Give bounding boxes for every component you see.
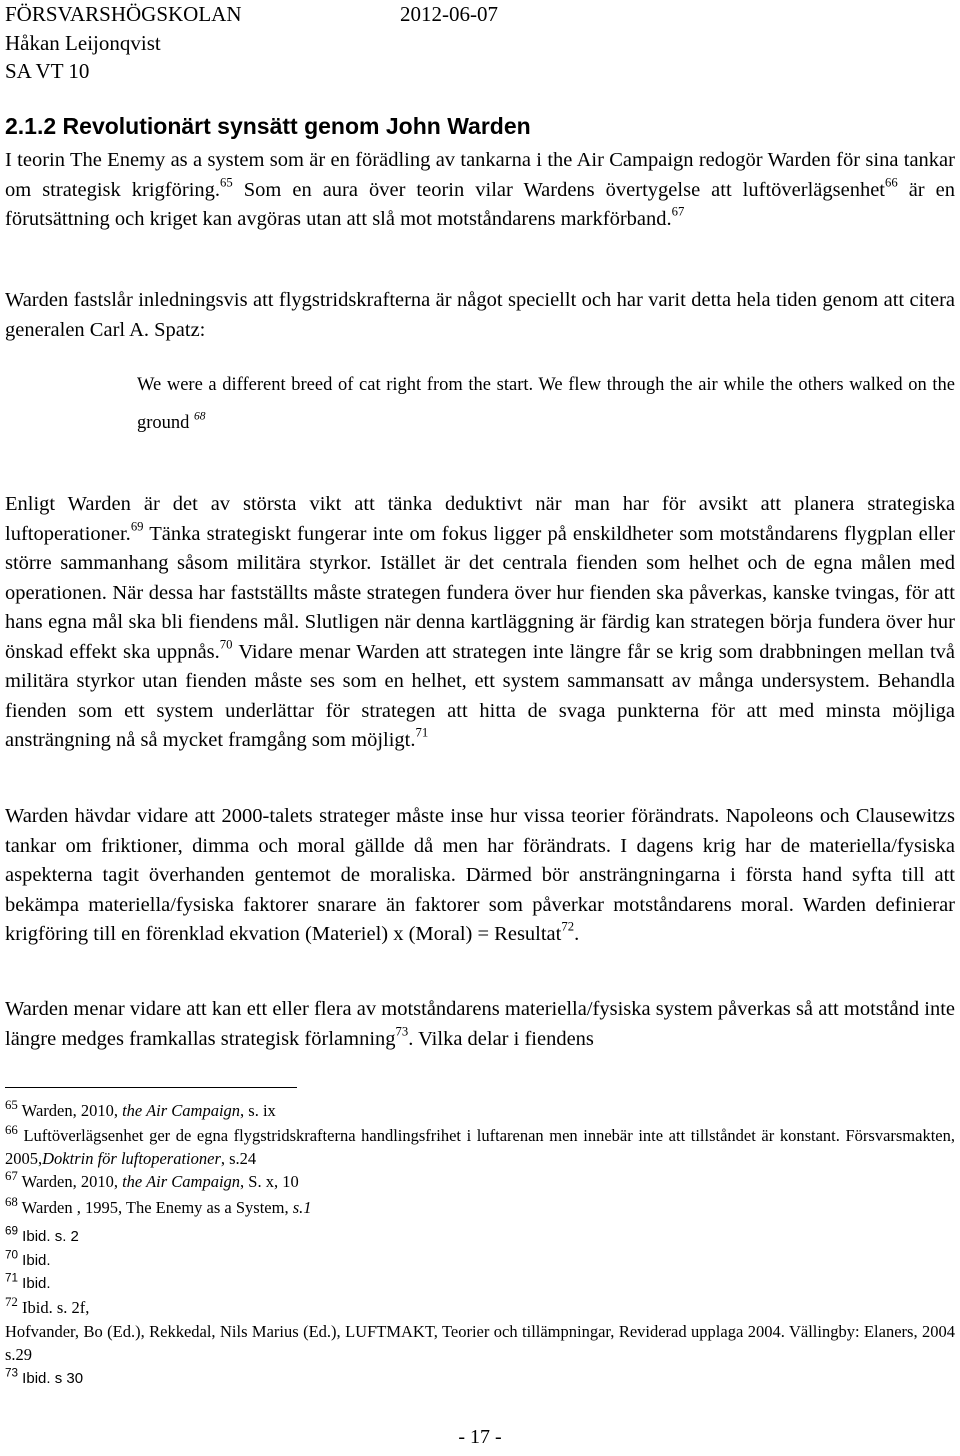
paragraph-spatz-intro: Warden fastslår inledningsvis att flygstridskrafterna är något speciellt och har varit detta hela tiden genom att citera generalen Carl A. Spatz: bbox=[5, 289, 955, 341]
footnote-title: the Air Campaign bbox=[122, 1172, 241, 1191]
paragraph-text: Warden hävdar vidare att 2000-talets strateger måste inse hur vissa teorier förändrats. Napoleons och Clausewitzs tankar om friktioner, dimma och moral gällde då men har förändrats. I dagens krig har de materiella/fysiska aspekterna tagit överhanden gentemot de moraliska. Därmed bör ansträngningarna i första hand syfta till att bekämpa materiella/fysiska faktorer snarare än faktorer som påverkar motståndarens moral. Warden definierar krigföring till en förenklad ekvation (Materiel) x (Moral) = Resultat bbox=[5, 805, 955, 945]
footnote-73 bbox=[5, 1367, 955, 1390]
footnote-70 bbox=[5, 1249, 955, 1272]
footnote-number: 67 bbox=[5, 1168, 18, 1183]
footnote-text: Ibid. bbox=[18, 1275, 51, 1292]
footnote-number: 73 bbox=[5, 1366, 19, 1380]
footnote-text: Warden, 2010, bbox=[17, 1172, 123, 1191]
paragraph-text: Warden menar vidare att kan ett eller flera av motståndarens materiella/fysiska system påverkas så att motstånd inte längre medges framkallas strategisk förlamning bbox=[5, 998, 955, 1050]
footnote-number: 68 bbox=[5, 1194, 18, 1209]
footnote-ref: 70 bbox=[219, 636, 233, 651]
footnote-text: Ibid. s 30 bbox=[18, 1370, 84, 1387]
footnote-number: 69 bbox=[5, 1224, 19, 1238]
paragraph-intro bbox=[5, 146, 955, 235]
paragraph-text: I teorin The Enemy as a system som är en förädling av tankarna i the Air Campaign redogör Warden för sina tankar om strategisk krigföring. bbox=[5, 149, 955, 201]
footnote-title: the Air Campaign bbox=[122, 1101, 241, 1120]
footnote-text: Luftöverlägsenhet ger de egna flygstridskrafterna handlingsfrihet i luftarenan men innebär inte att tillståndet är konstant. Försvarsmakten, 2005, bbox=[5, 1126, 955, 1168]
paragraph-text: är en förutsättning och kriget kan avgöras utan att slå mot motståndarens markförband. bbox=[5, 178, 955, 230]
footnote-separator bbox=[5, 1087, 297, 1088]
paragraph-text: Tänka strategiskt fungerar inte om fokus ligger på enskildheter som motståndarens flygplan eller större sammanhang såsom militära styrkor. Istället är det centrala fienden som helhet och de egna målen med operationen. När dessa har fastställts måste strategen fundera över hur fienden ska påverkas, kanske tvingas, för att hans egna mål ska bli fiendens mål. Slutligen när denna kartläggning är färdig kan strategen börja fundera över hur önskad effekt ska uppnås. bbox=[5, 522, 955, 663]
footnote-ref: 69 bbox=[130, 518, 144, 533]
footnote-title: s.1 bbox=[292, 1198, 312, 1217]
footnote-ref: 67 bbox=[671, 204, 685, 219]
footnote-number: 72 bbox=[5, 1294, 18, 1309]
header-author: Håkan Leijonqvist bbox=[5, 31, 161, 55]
footnote-ref: 71 bbox=[415, 725, 429, 740]
header-institution: FÖRSVARSHÖGSKOLAN bbox=[5, 2, 242, 26]
paragraph-text: Vidare menar Warden att strategen inte längre får se krig som drabbningen mellan två militära styrkor utan fienden måste ses som en helhet, ett system sammansatt av många undersystem. Behandla fienden som ett system underlättar för strategen att hitta de svaga punkterna för att med minsta möjliga ansträngning nå så mycket framgång som möjligt. bbox=[5, 640, 955, 751]
footnote-text: , s. ix bbox=[240, 1101, 276, 1120]
footnote-title: Doktrin för luftoperationer bbox=[42, 1149, 221, 1168]
paragraph-text: Enligt Warden är det av största vikt att tänka deduktivt när man har för avsikt att planera strategiska luftoperationer. bbox=[5, 493, 955, 545]
page-number: - 17 - bbox=[458, 1426, 502, 1448]
footnote-text: Warden , 1995, The Enemy as a System, bbox=[17, 1198, 293, 1217]
paragraph-strategists bbox=[5, 802, 955, 950]
footnote-72-reference: Hofvander, Bo (Ed.), Rekkedal, Nils Marius (Ed.), LUFTMAKT, Teorier och tillämpningar, Reviderad upplaga 2004. Vällingby: Elaners, 2004 s.29 bbox=[5, 1322, 955, 1364]
footnote-text: Ibid. bbox=[18, 1252, 51, 1269]
footnote-ref: 66 bbox=[884, 174, 898, 189]
footnote-text: Warden, 2010, bbox=[17, 1101, 123, 1120]
footnote-number: 70 bbox=[5, 1248, 19, 1262]
header-date: 2012-06-07 bbox=[400, 2, 498, 26]
paragraph-text: . bbox=[574, 923, 580, 945]
footnote-67 bbox=[5, 1170, 955, 1193]
paragraph-paralysis bbox=[5, 995, 955, 1054]
footnote-71 bbox=[5, 1272, 955, 1295]
footnote-text: Ibid. s. 2f, bbox=[17, 1298, 90, 1317]
footnote-number: 66 bbox=[5, 1122, 18, 1137]
footnote-66 bbox=[5, 1124, 955, 1170]
footnote-68 bbox=[5, 1196, 955, 1219]
footnote-text: , S. x, 10 bbox=[240, 1172, 299, 1191]
footnote-65 bbox=[5, 1099, 955, 1122]
footnote-number: 71 bbox=[5, 1271, 19, 1285]
footnote-text: , s.24 bbox=[220, 1149, 257, 1168]
section-heading: 2.1.2 Revolutionärt synsätt genom John Warden bbox=[5, 113, 531, 139]
paragraph-text: Som en aura över teorin vilar Wardens övertygelse att luftöverlägsenhet bbox=[232, 178, 885, 201]
quote-text: We were a different breed of cat right from the start. We flew through the air while the others walked on the ground bbox=[137, 375, 955, 433]
paragraph-deductive bbox=[5, 490, 955, 756]
footnote-number: 65 bbox=[5, 1097, 18, 1112]
footnote-ref: 72 bbox=[561, 919, 575, 934]
footnote-text: Ibid. s. 2 bbox=[18, 1228, 79, 1245]
footnote-69 bbox=[5, 1225, 955, 1248]
footnote-ref: 73 bbox=[395, 1023, 409, 1038]
footnote-72 bbox=[5, 1296, 955, 1319]
block-quote bbox=[137, 366, 955, 442]
footnote-ref: 65 bbox=[220, 174, 233, 189]
paragraph-text: . Vilka delar i fiendens bbox=[408, 1027, 594, 1050]
header-course: SA VT 10 bbox=[5, 59, 90, 83]
footnote-ref: 68 bbox=[194, 410, 206, 423]
